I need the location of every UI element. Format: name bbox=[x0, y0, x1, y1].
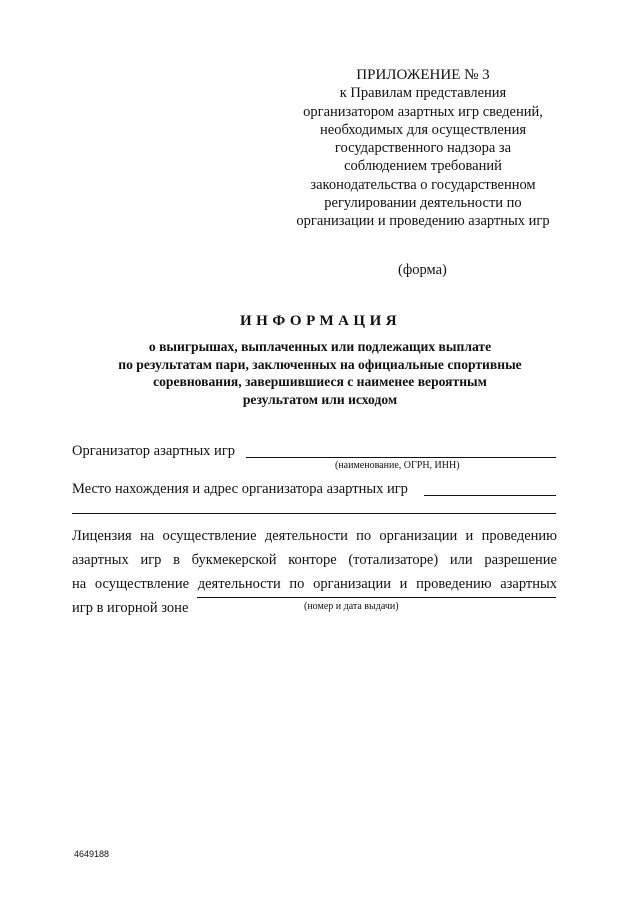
subheading-line: результатом или исходом bbox=[242, 391, 398, 407]
appendix-line: организатором азартных игр сведений, bbox=[303, 103, 543, 120]
subheading-line: о выигрышах, выплаченных или подлежащих выплате bbox=[148, 339, 492, 354]
license-caption: (номер и дата выдачи) bbox=[304, 601, 399, 612]
organizer-caption: (наименование, ОГРН, ИНН) bbox=[335, 460, 460, 471]
document-subheading bbox=[70, 338, 570, 408]
appendix-line: необходимых для осуществления bbox=[320, 121, 526, 138]
appendix-line: регулировании деятельности по bbox=[324, 195, 522, 212]
form-label: (форма) bbox=[398, 262, 447, 278]
license-line: азартных игр в букмекерской конторе (тотализаторе) или разрешение bbox=[72, 552, 557, 568]
appendix-line: к Правилам представления bbox=[339, 85, 507, 102]
license-fill-line[interactable] bbox=[197, 597, 556, 598]
document-heading: ИНФОРМАЦИЯ bbox=[240, 313, 402, 329]
organizer-label: Организатор азартных игр bbox=[72, 443, 236, 459]
appendix-line: государственного надзора за bbox=[334, 140, 512, 157]
address-fill-line-2[interactable] bbox=[72, 513, 556, 514]
organizer-fill-line[interactable] bbox=[246, 457, 556, 458]
appendix-title: ПРИЛОЖЕНИЕ № 3 bbox=[356, 67, 490, 83]
subheading-line: по результатам пари, заключенных на официальные спортивные bbox=[118, 356, 522, 372]
license-line: Лицензия на осуществление деятельности по организации и проведению bbox=[72, 528, 557, 544]
document-number: 4649188 bbox=[74, 849, 110, 859]
license-last-line: игр в игорной зоне bbox=[72, 600, 189, 616]
appendix-line: соблюдением требований bbox=[344, 158, 502, 175]
address-label: Место нахождения и адрес организатора азартных игр bbox=[72, 481, 408, 497]
subheading-line: соревнования, завершившиеся с наименее вероятным bbox=[153, 374, 487, 389]
appendix-line: организации и проведению азартных игр bbox=[296, 213, 550, 230]
appendix-header bbox=[288, 66, 558, 231]
address-fill-line[interactable] bbox=[424, 495, 556, 496]
license-line: на осуществление деятельности по организации и проведению азартных bbox=[72, 576, 557, 592]
organizer-row bbox=[72, 443, 235, 460]
appendix-line: законодательства о государственном bbox=[310, 176, 536, 193]
address-row bbox=[72, 481, 408, 498]
